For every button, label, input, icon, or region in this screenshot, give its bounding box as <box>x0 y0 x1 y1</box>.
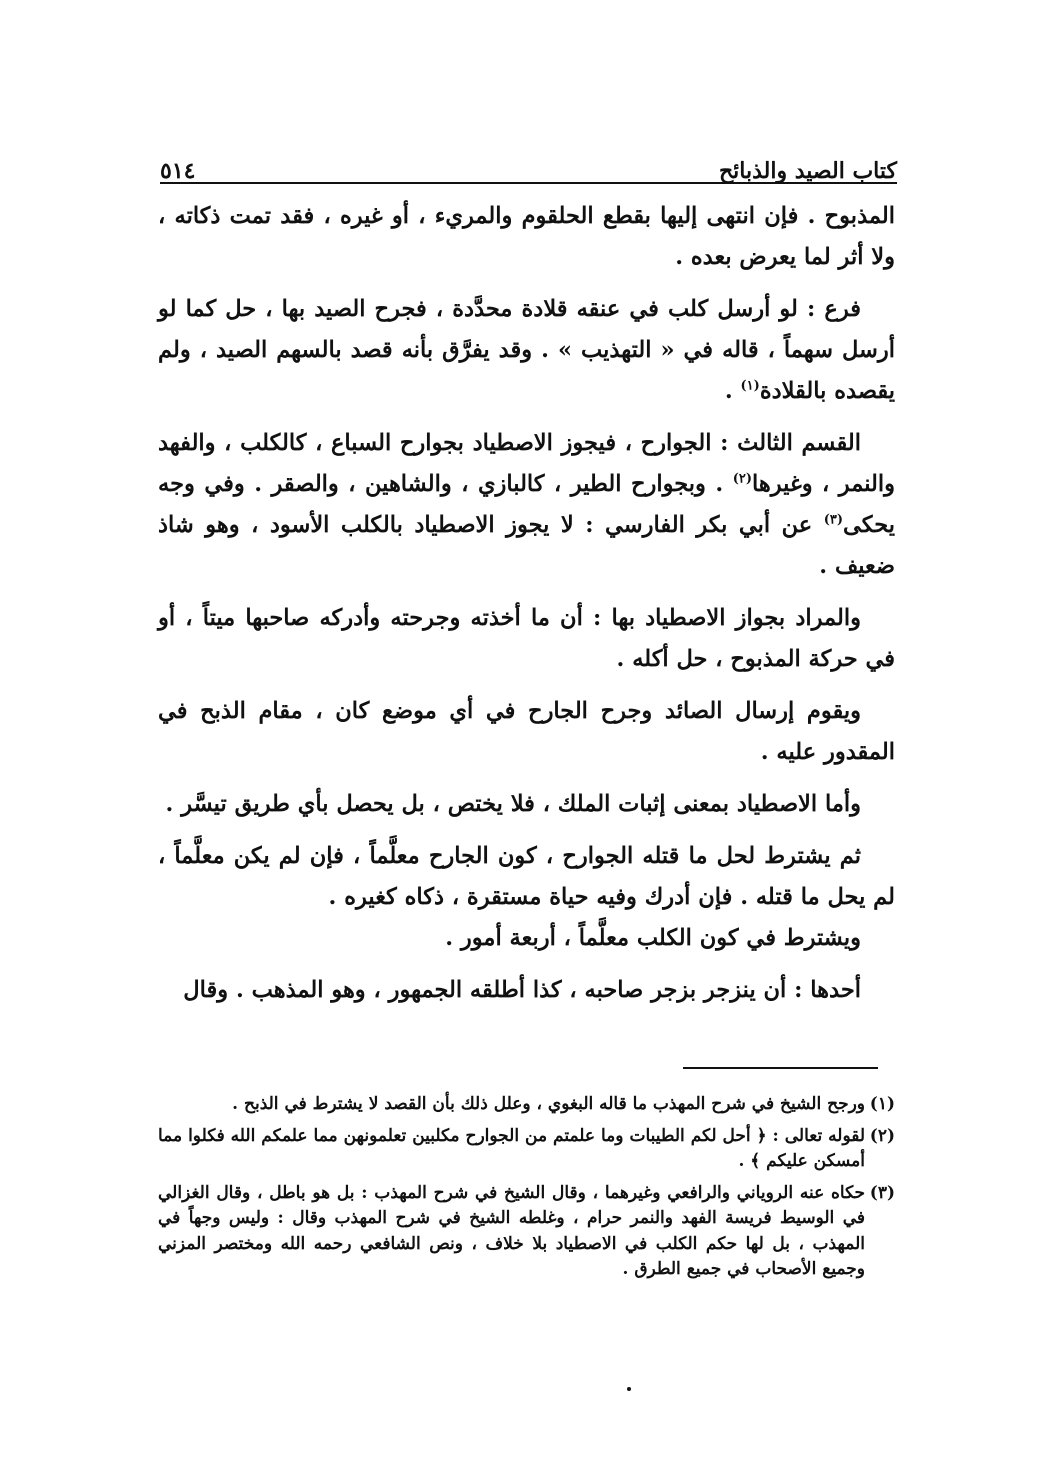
footnote-text: ورجح الشيخ في شرح المهذب ما قاله البغوي ، وعلل ذلك بأن القصد لا يشترط في الذبح . <box>232 1094 865 1114</box>
footnote-number: (٢) <box>869 1125 895 1146</box>
paragraph: أحدها : أن ينزجر بزجر صاحبه ، كذا أطلقه الجمهور ، وهو المذهب . وقال <box>183 977 861 1003</box>
main-text <box>158 196 895 1022</box>
paragraph: والمراد بجواز الاصطياد بها : أن ما أخذته وجرحته وأدركه صاحبها ميتاً ، أو في حركة المذبوح ، حل أكله . <box>158 605 895 672</box>
footnote-text: حكاه عنه الروياني والرافعي وغيرهما ، وقال الشيخ في شرح المهذب : بل هو باطل ، وقال الغزالي في الوسيط فريسة الفهد والنمر حرام ، وغلطه الشيخ في شرح المهذب وقال : وليس وجهاً في المهذب ، بل لها حكم الكلب في الاصطياد بلا خلاف ، ونص الشافعي رحمه الله ومختصر المزني وجميع الأصحاب في جميع الطرق . <box>158 1182 865 1279</box>
paragraph: القسم الثالث : الجوارح ، فيجوز الاصطياد بجوارح السباع ، كالكلب ، والفهد والنمر ، وغيرها$^{(٢)}$ . وبجوارح الطير ، كالبازي ، والشاهين ، والصقر . وفي وجه يحكى$^{(٣)}$ عن أبي بكر الفارسي : لا يجوز الاصطياد بالكلب الأسود ، وهو شاذ ضعيف . <box>158 430 895 579</box>
footnote-ref: (١) <box>740 378 760 394</box>
footnote-ref: (٢) <box>732 471 753 487</box>
page-mark <box>627 1387 631 1391</box>
running-header <box>160 140 897 184</box>
paragraph: وأما الاصطياد بمعنى إثبات الملك ، فلا يختص ، بل يحصل بأي طريق تيسَّر . <box>165 791 861 817</box>
footnote-text: لقوله تعالى : ﴿ أحل لكم الطيبات وما علمتم من الجوارح مكلبين تعلمونهن مما علمكم الله فكلوا مما أمسكن عليكم ﴾ . <box>158 1125 865 1171</box>
footnote <box>158 1124 895 1175</box>
paragraph: فرع : لو أرسل كلب في عنقه قلادة محدَّدة ، فجرح الصيد بها ، حل كما لو أرسل سهماً ، قاله في « التهذيب » . وقد يفرَّق بأنه قصد بالسهم الصيد ، ولم يقصده بالقلادة$^{(١)}$ . <box>158 296 895 404</box>
footnote-number: (١) <box>869 1094 895 1114</box>
footnotes <box>158 1092 895 1289</box>
paragraph-lead: القسم الثالث : <box>720 430 861 456</box>
paragraph: ثم يشترط لحل ما قتله الجوارح ، كون الجارح معلَّماً ، فإن لم يكن معلَّماً ، لم يحل ما قتله . فإن أدرك وفيه حياة مستقرة ، ذكاه كغيره . <box>158 843 895 910</box>
book-title: كتاب الصيد والذبائح <box>718 158 897 184</box>
footnote <box>158 1092 895 1118</box>
page-number: ٥١٤ <box>160 158 196 184</box>
footnote-rule <box>683 1067 878 1069</box>
paragraph: المذبوح . فإن انتهى إليها بقطع الحلقوم والمريء ، أو غيره ، فقد تمت ذكاته ، ولا أثر لما يعرض بعده . <box>158 203 895 270</box>
footnote-ref: (٣) <box>823 512 844 528</box>
header-rule <box>160 182 897 184</box>
paragraph: ويقوم إرسال الصائد وجرح الجارح في أي موضع كان ، مقام الذبح في المقدور عليه . <box>158 698 895 765</box>
paragraph: ويشترط في كون الكلب معلَّماً ، أربعة أمور . <box>445 925 861 951</box>
footnote-number: (٣) <box>869 1182 895 1203</box>
paragraph-lead: أحدها : <box>794 977 861 1003</box>
paragraph-lead: فرع : <box>807 296 861 322</box>
footnote <box>158 1181 895 1283</box>
